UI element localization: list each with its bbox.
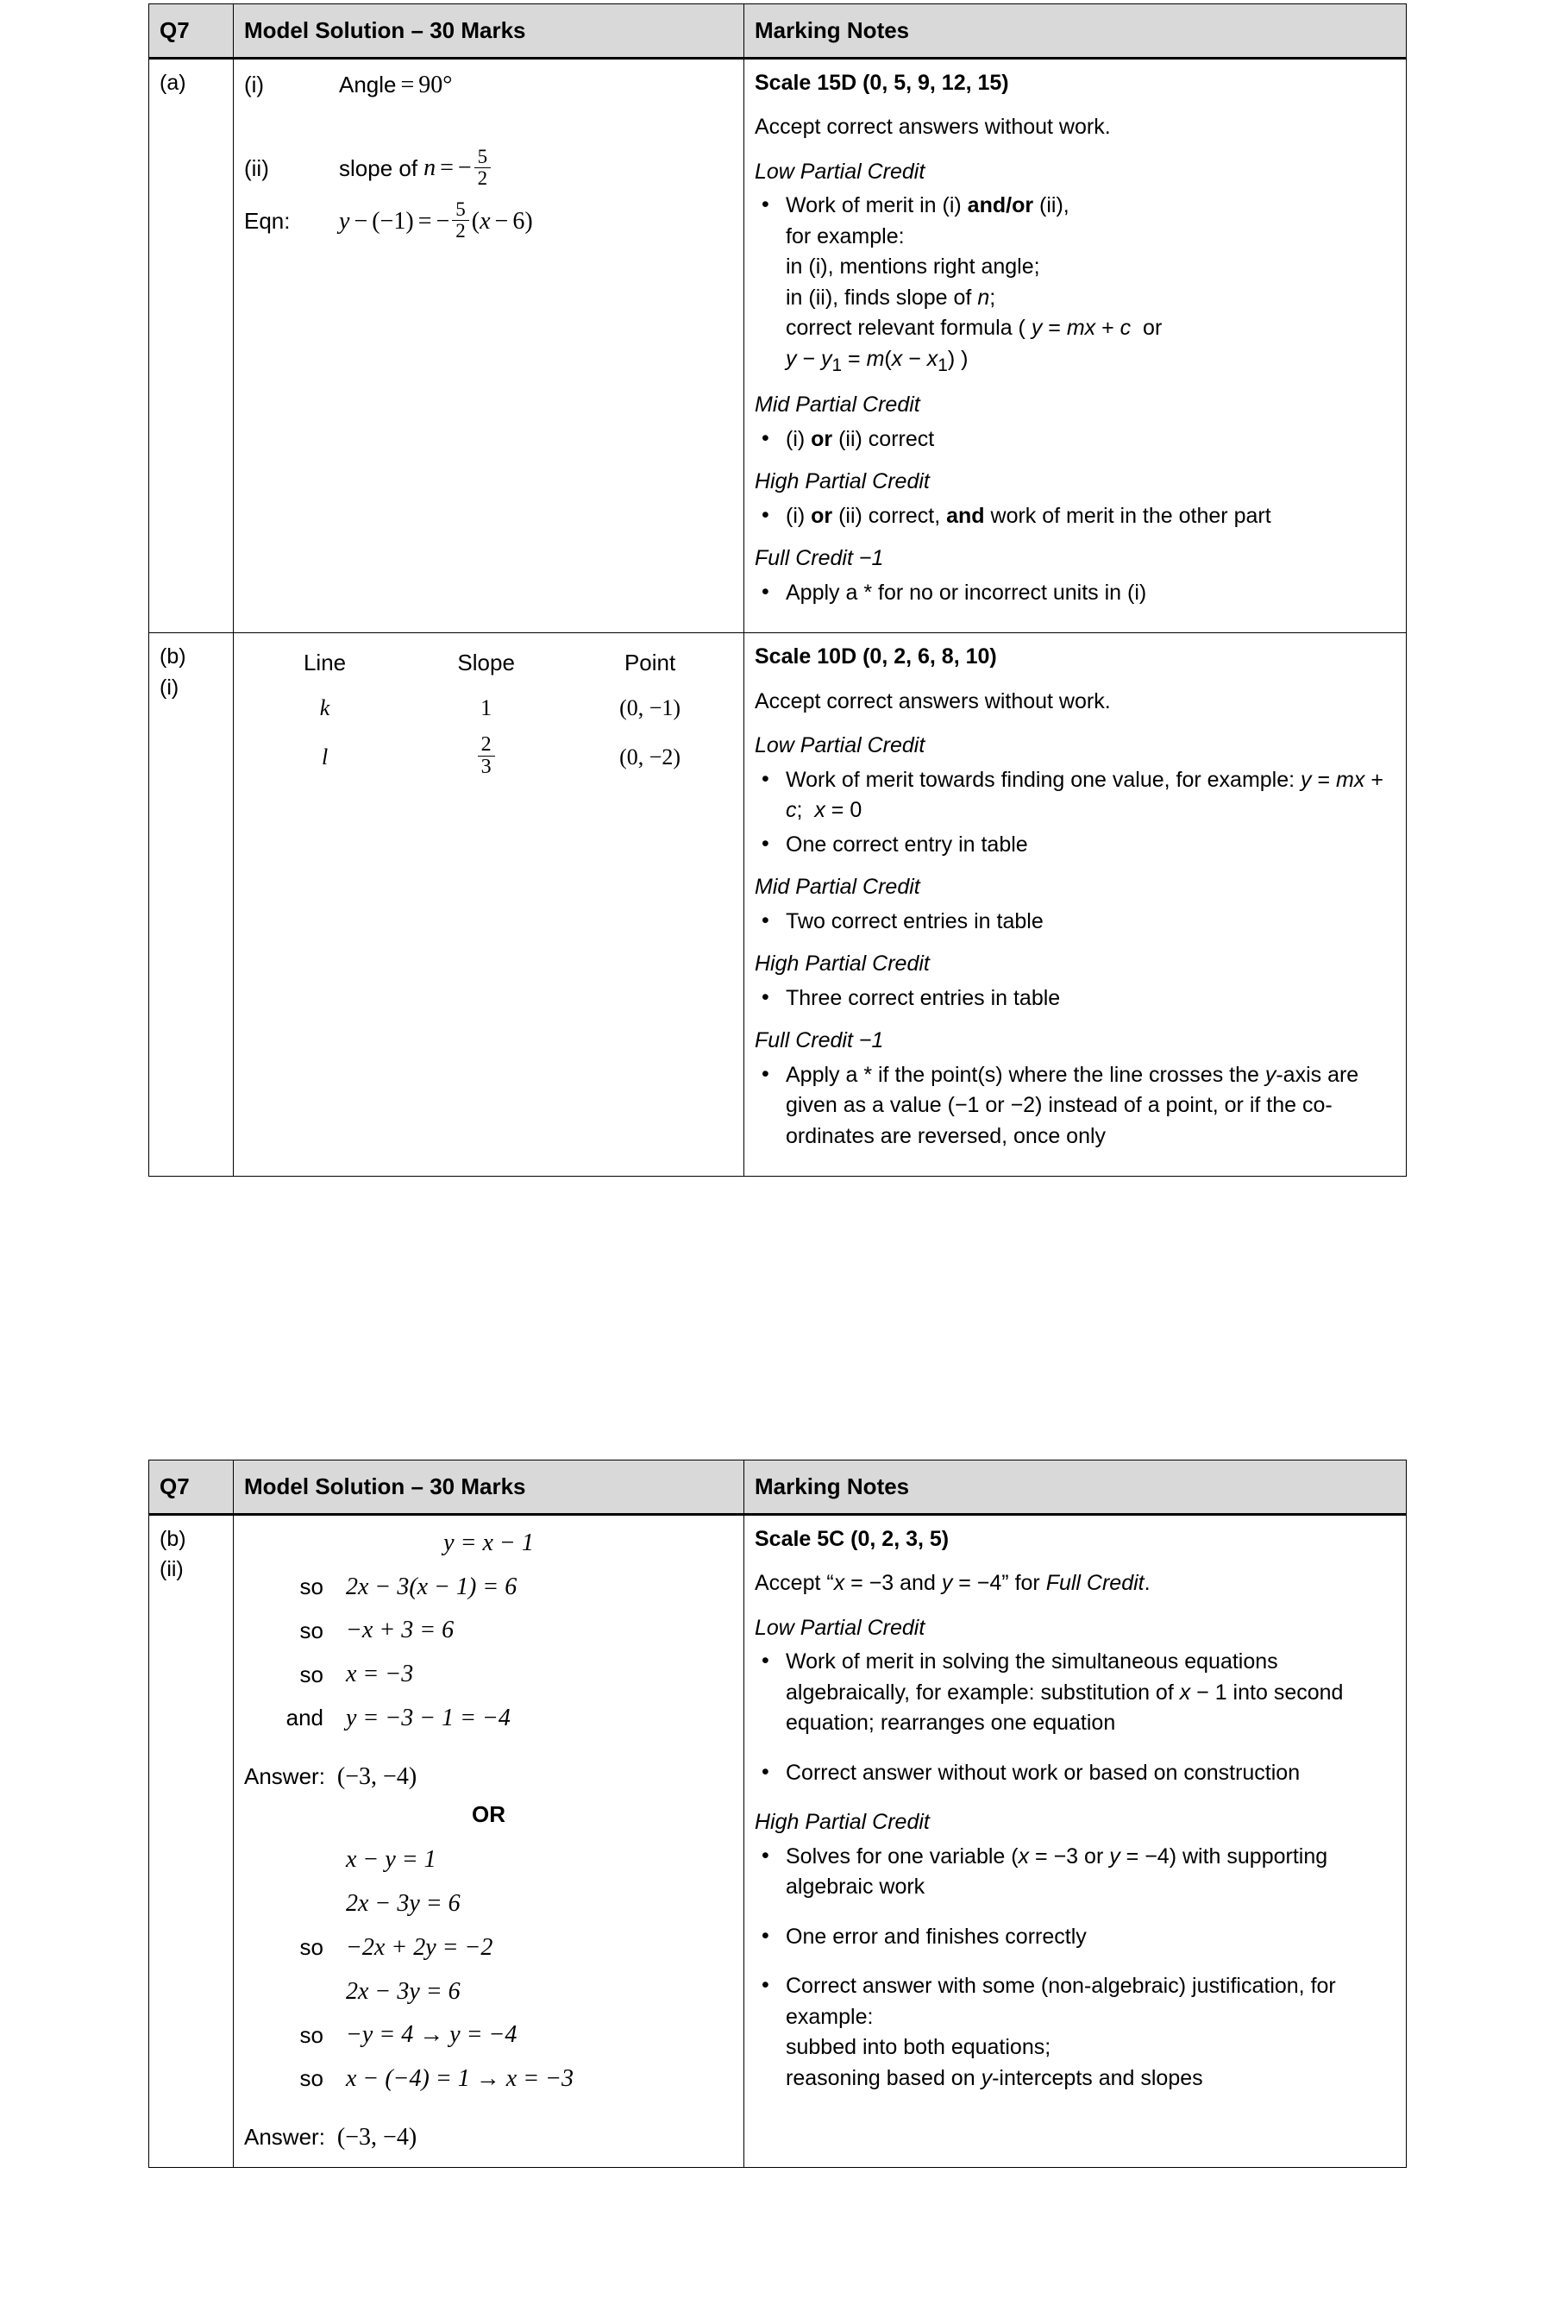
- part-label: (b): [160, 1526, 186, 1551]
- step-expression: y = x − 1: [443, 1529, 534, 1556]
- solution-equation: [244, 200, 733, 242]
- table-header-row: [149, 4, 1407, 59]
- part-i-expression: [339, 68, 733, 103]
- slope-value-k: 1: [480, 695, 492, 721]
- algebra-step: [244, 1570, 733, 1605]
- header-question: Q7: [149, 4, 234, 59]
- fraction-denominator: 2: [452, 220, 469, 242]
- credit-heading: Full Credit −1: [755, 1028, 884, 1053]
- solution-cell-b-i: [234, 633, 744, 1177]
- close-paren: ): [524, 207, 533, 235]
- step-expression: 2x − 3(x − 1) = 6: [346, 1573, 517, 1600]
- subpart-label: (ii): [160, 1557, 184, 1582]
- credit-bullet-list: [755, 907, 1396, 938]
- credit-heading: High Partial Credit: [755, 1810, 930, 1835]
- part-ii-expression: [339, 145, 733, 190]
- point-value-k: (0, −1): [619, 695, 681, 721]
- algebra-step: [244, 1975, 733, 2009]
- fraction-five-halves: [452, 199, 469, 242]
- step-expression: −x + 3 = 6: [346, 1617, 455, 1644]
- credit-heading: High Partial Credit: [755, 469, 930, 494]
- credit-bullet-list: [755, 191, 1396, 378]
- minus-sign: −: [354, 207, 368, 235]
- point-value-l: (0, −2): [619, 744, 681, 769]
- part-ii-tag: (ii): [244, 154, 269, 181]
- credit-bullet: • One error and finishes correctly: [755, 1922, 1396, 1953]
- credit-sections-b-i: [755, 731, 1396, 1152]
- step-expression: 2x − 3y = 6: [346, 1890, 461, 1918]
- credit-bullet-list: [755, 1842, 1396, 2095]
- scale-heading: Scale 15D (0, 5, 9, 12, 15): [755, 70, 1009, 95]
- table-row: [149, 633, 1407, 1177]
- subpart-label: (i): [160, 675, 179, 700]
- step-expression: −2x + 2y = −2: [346, 1933, 493, 1961]
- row-label-a: [149, 58, 234, 633]
- credit-heading: High Partial Credit: [755, 952, 930, 977]
- solution-cell-b-ii: [234, 1514, 744, 2167]
- credit-bullet: • (i) or (ii) correct: [755, 424, 1396, 455]
- fraction-numerator: 2: [480, 733, 492, 757]
- open-paren: (: [471, 207, 480, 235]
- credit-bullet-list: [755, 983, 1396, 1014]
- eqn-expression: [339, 200, 733, 242]
- credit-sections-b-ii: [755, 1613, 1396, 2095]
- line-name-l: l: [321, 744, 329, 769]
- fraction-denominator: 3: [478, 756, 495, 778]
- row-label-b-i: [149, 633, 234, 1177]
- fraction-numerator: 5: [477, 145, 488, 167]
- scale-heading: Scale 10D (0, 2, 6, 8, 10): [755, 644, 997, 669]
- credit-bullet: • Solves for one variable (x = −3 or y = −4) with supporting algebraic work: [755, 1842, 1396, 1903]
- credit-bullet-list: [755, 1060, 1396, 1153]
- header-question: Q7: [149, 1460, 234, 1515]
- algebra-step: [244, 1657, 733, 1692]
- or-separator: OR: [472, 1801, 505, 1828]
- step-connector: so: [299, 1573, 323, 1600]
- credit-bullet-list: [755, 578, 1396, 609]
- credit-bullet: • One correct entry in table: [755, 830, 1396, 861]
- credit-bullet: • Three correct entries in table: [755, 983, 1396, 1014]
- header-model-solution: Model Solution – 30 Marks: [234, 4, 744, 59]
- algebra-step: [244, 2018, 733, 2052]
- notes-cell-b-i: [744, 633, 1407, 1177]
- step-expression: x = −3: [346, 1661, 414, 1688]
- part-label: (b): [160, 644, 186, 669]
- credit-bullet-list: [755, 1647, 1396, 1788]
- accept-note: Accept “x = −3 and y = −4” for Full Credit.: [755, 1571, 1151, 1596]
- algebra-steps-method-2: [244, 1843, 733, 2096]
- y-variable: y: [339, 207, 350, 235]
- algebra-step: [244, 1931, 733, 1965]
- row-label-b-ii: [149, 1514, 234, 2167]
- credit-heading: Full Credit −1: [755, 546, 884, 571]
- credit-heading: Mid Partial Credit: [755, 875, 920, 900]
- step-connector: so: [299, 2021, 323, 2048]
- six-value: 6: [512, 207, 525, 235]
- slope-of-label: slope of: [339, 154, 418, 181]
- credit-bullet: • Work of merit in (i) and/or (ii), for example: in (i), mentions right angle; in (ii), finds slope of n; correct relevant formula ( y = mx + c or $y - y_1 = m(x - x_1)$ ): [755, 191, 1396, 378]
- step-connector: so: [299, 1661, 323, 1687]
- table-row: [149, 1514, 1407, 2167]
- step-expression: 2x − 3y = 6: [346, 1977, 461, 2005]
- header-model-solution: Model Solution – 30 Marks: [234, 1460, 744, 1515]
- answer-line-1: [244, 1760, 733, 1794]
- step-expression: x − y = 1: [346, 1846, 436, 1874]
- equals-sign: =: [400, 71, 415, 98]
- minus-sign: −: [436, 207, 450, 235]
- line-slope-point-table: [244, 644, 733, 786]
- fraction-numerator: 5: [455, 198, 466, 220]
- marking-scheme-table-1: [148, 3, 1407, 1177]
- step-expression: x − (−4) = 1 → x = −3: [346, 2065, 574, 2093]
- credit-bullet: • Two correct entries in table: [755, 907, 1396, 938]
- answer-label: Answer:: [244, 2124, 325, 2151]
- algebra-step: [244, 1613, 733, 1648]
- step-connector: and: [285, 1705, 323, 1731]
- algebra-step: [244, 1887, 733, 1921]
- column-header-slope: Slope: [457, 650, 515, 676]
- answer-value: (−3, −4): [336, 1762, 417, 1790]
- credit-heading: Low Partial Credit: [755, 1615, 925, 1640]
- credit-bullet: • Work of merit in solving the simultaneous equations algebraically, for example: substitution of x − 1 into second equation; rearranges one equation: [755, 1647, 1396, 1739]
- x-variable: x: [480, 207, 491, 235]
- credit-bullet: • Correct answer without work or based on construction: [755, 1758, 1396, 1789]
- negative-one-paren: (−1): [372, 207, 414, 235]
- fraction-denominator: 2: [474, 167, 492, 189]
- equals-sign: =: [440, 154, 454, 182]
- inner-row-l: [244, 732, 733, 786]
- fraction-two-thirds: [478, 734, 495, 778]
- minus-sign: −: [494, 207, 509, 235]
- answer-label: Answer:: [244, 1763, 325, 1790]
- column-header-point: Point: [624, 650, 676, 676]
- header-marking-notes: Marking Notes: [744, 1460, 1407, 1515]
- table-header-row: [149, 1460, 1407, 1515]
- step-connector: so: [299, 1617, 323, 1643]
- step-connector: so: [299, 2065, 323, 2092]
- credit-bullet-list: [755, 501, 1396, 532]
- angle-label: Angle: [339, 72, 397, 98]
- credit-bullet: • Work of merit towards finding one value, for example: y = mx + c; x = 0: [755, 765, 1396, 826]
- credit-bullet: • Apply a * if the point(s) where the line crosses the y-axis are given as a value (−1 or −2) instead of a point, or if the co-ordinates are reversed, once only: [755, 1060, 1396, 1153]
- solution-cell-a: [234, 58, 744, 633]
- accept-note: Accept correct answers without work.: [755, 688, 1111, 713]
- table-row: [149, 58, 1407, 633]
- answer-value: (−3, −4): [336, 2123, 417, 2151]
- step-expression: −y = 4 → y = −4: [346, 2021, 517, 2049]
- part-label: (a): [160, 70, 186, 95]
- inner-row-k: [244, 689, 733, 732]
- credit-bullet: • Correct answer with some (non-algebraic) justification, for example: subbed into both equations; reasoning based on y-intercepts and slopes: [755, 1971, 1396, 2094]
- answer-line-2: [244, 2120, 733, 2155]
- line-variable-n: n: [423, 154, 436, 182]
- eqn-tag: Eqn:: [244, 207, 291, 234]
- credit-bullet: • Apply a * for no or incorrect units in (i): [755, 578, 1396, 609]
- accept-note: Accept correct answers without work.: [755, 115, 1111, 140]
- credit-bullet: • (i) or (ii) correct, and work of merit in the other part: [755, 501, 1396, 532]
- part-i-tag: (i): [244, 72, 265, 98]
- header-marking-notes: Marking Notes: [744, 4, 1407, 59]
- credit-heading: Low Partial Credit: [755, 733, 925, 758]
- slope-value-l: [405, 732, 567, 786]
- credit-bullet-list: [755, 424, 1396, 455]
- notes-cell-a: [744, 58, 1407, 633]
- inner-header-row: [244, 644, 733, 689]
- credit-heading: Low Partial Credit: [755, 159, 925, 184]
- algebra-step: [244, 1526, 733, 1561]
- notes-cell-b-ii: [744, 1514, 1407, 2167]
- marking-scheme-table-2: [148, 1460, 1407, 2168]
- scale-heading: Scale 5C (0, 2, 3, 5): [755, 1526, 950, 1551]
- solution-part-i: [244, 68, 733, 103]
- line-name-k: k: [319, 695, 330, 721]
- algebra-steps-method-1: [244, 1526, 733, 1736]
- equals-sign: =: [417, 207, 432, 235]
- credit-heading: Mid Partial Credit: [755, 393, 920, 418]
- step-connector: so: [299, 1934, 323, 1961]
- algebra-step: [244, 2062, 733, 2096]
- algebra-step: [244, 1843, 733, 1877]
- column-header-line: Line: [303, 650, 347, 676]
- credit-sections-a: [755, 157, 1396, 609]
- fraction-five-halves: [474, 147, 492, 189]
- spacer: [244, 108, 733, 148]
- step-expression: y = −3 − 1 = −4: [346, 1704, 511, 1731]
- angle-value: 90°: [418, 71, 453, 98]
- credit-bullet-list: [755, 765, 1396, 861]
- solution-part-ii: [244, 145, 733, 190]
- minus-sign: −: [457, 154, 472, 182]
- algebra-step: [244, 1701, 733, 1736]
